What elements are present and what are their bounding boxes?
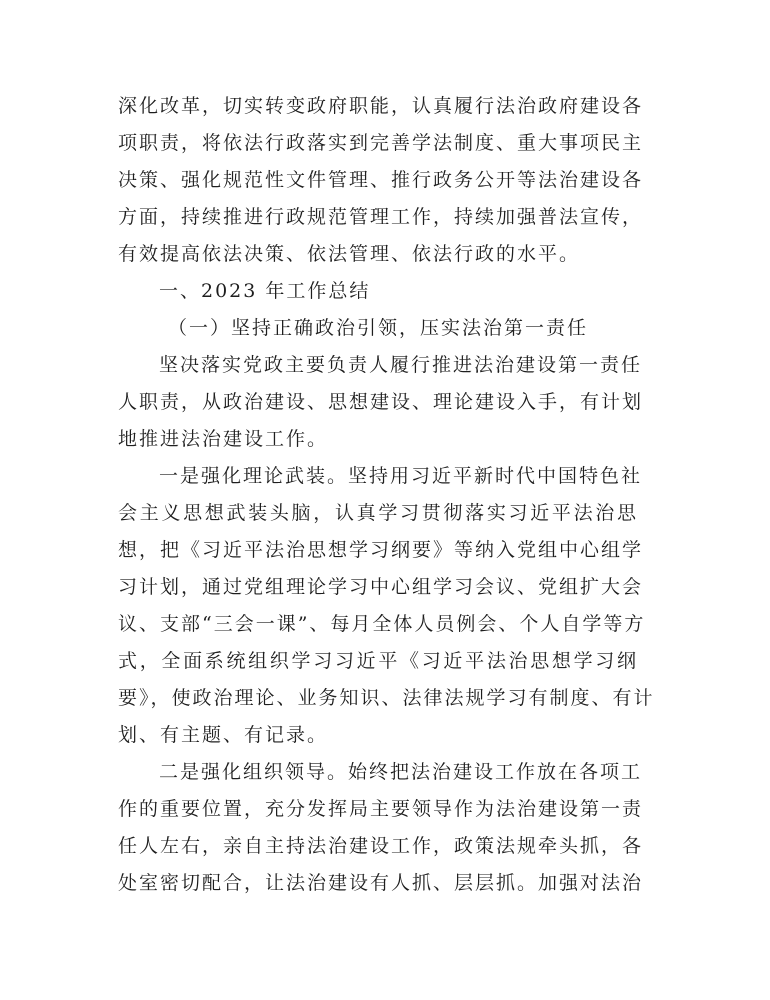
text-line: 要》，使政治理论、业务知识、法律法规学习有制度、有计 xyxy=(118,687,655,709)
text-line: 有效提高依法决策、依法管理、依法行政的水平。 xyxy=(118,243,581,265)
text-line: 深化改革，切实转变政府职能，认真履行法治政府建设各 xyxy=(118,95,644,117)
subsection-heading: （一）坚持正确政治引领，压实法治第一责任 xyxy=(168,317,589,339)
text-line: 一是强化理论武装。坚持用习近平新时代中国特色社 xyxy=(159,465,643,487)
text-line: 人职责，从政治建设、思想建设、理论建设入手，有计划 xyxy=(118,391,644,413)
text-line: 决策、强化规范性文件管理、推行政务公开等法治建设各 xyxy=(118,169,644,191)
text-line: 任人左右，亲自主持法治建设工作，政策法规牵头抓，各 xyxy=(118,835,644,857)
text-line: 坚决落实党政主要负责人履行推进法治建设第一责任 xyxy=(159,354,643,376)
text-line: 式，全面系统组织学习习近平《习近平法治思想学习纲 xyxy=(118,650,638,672)
text-line: 划、有主题、有记录。 xyxy=(118,724,329,746)
text-line: 会主义思想武装头脑，认真学习贯彻落实习近平法治思 xyxy=(118,502,638,524)
text-line: 项职责，将依法行政落实到完善学法制度、重大事项民主 xyxy=(118,132,644,154)
text-line: 议、支部“三会一课”、每月全体人员例会、个人自学等方 xyxy=(118,613,646,635)
text-line: 想，把《习近平法治思想学习纲要》等纳入党组中心组学 xyxy=(118,539,644,561)
text-line: 作的重要位置，充分发挥局主要领导作为法治建设第一责 xyxy=(118,798,644,820)
document-body xyxy=(118,88,655,902)
text-line: 方面，持续推进行政规范管理工作，持续加强普法宣传， xyxy=(118,206,644,228)
text-line: 处室密切配合，让法治建设有人抓、层层抓。加强对法治 xyxy=(118,872,644,894)
text-line: 二是强化组织领导。始终把法治建设工作放在各项工 xyxy=(159,761,643,783)
text-line: 地推进法治建设工作。 xyxy=(118,428,329,450)
section-heading: 一、2023 年工作总结 xyxy=(159,280,371,302)
text-line: 习计划，通过党组理论学习中心组学习会议、党组扩大会 xyxy=(118,576,644,598)
